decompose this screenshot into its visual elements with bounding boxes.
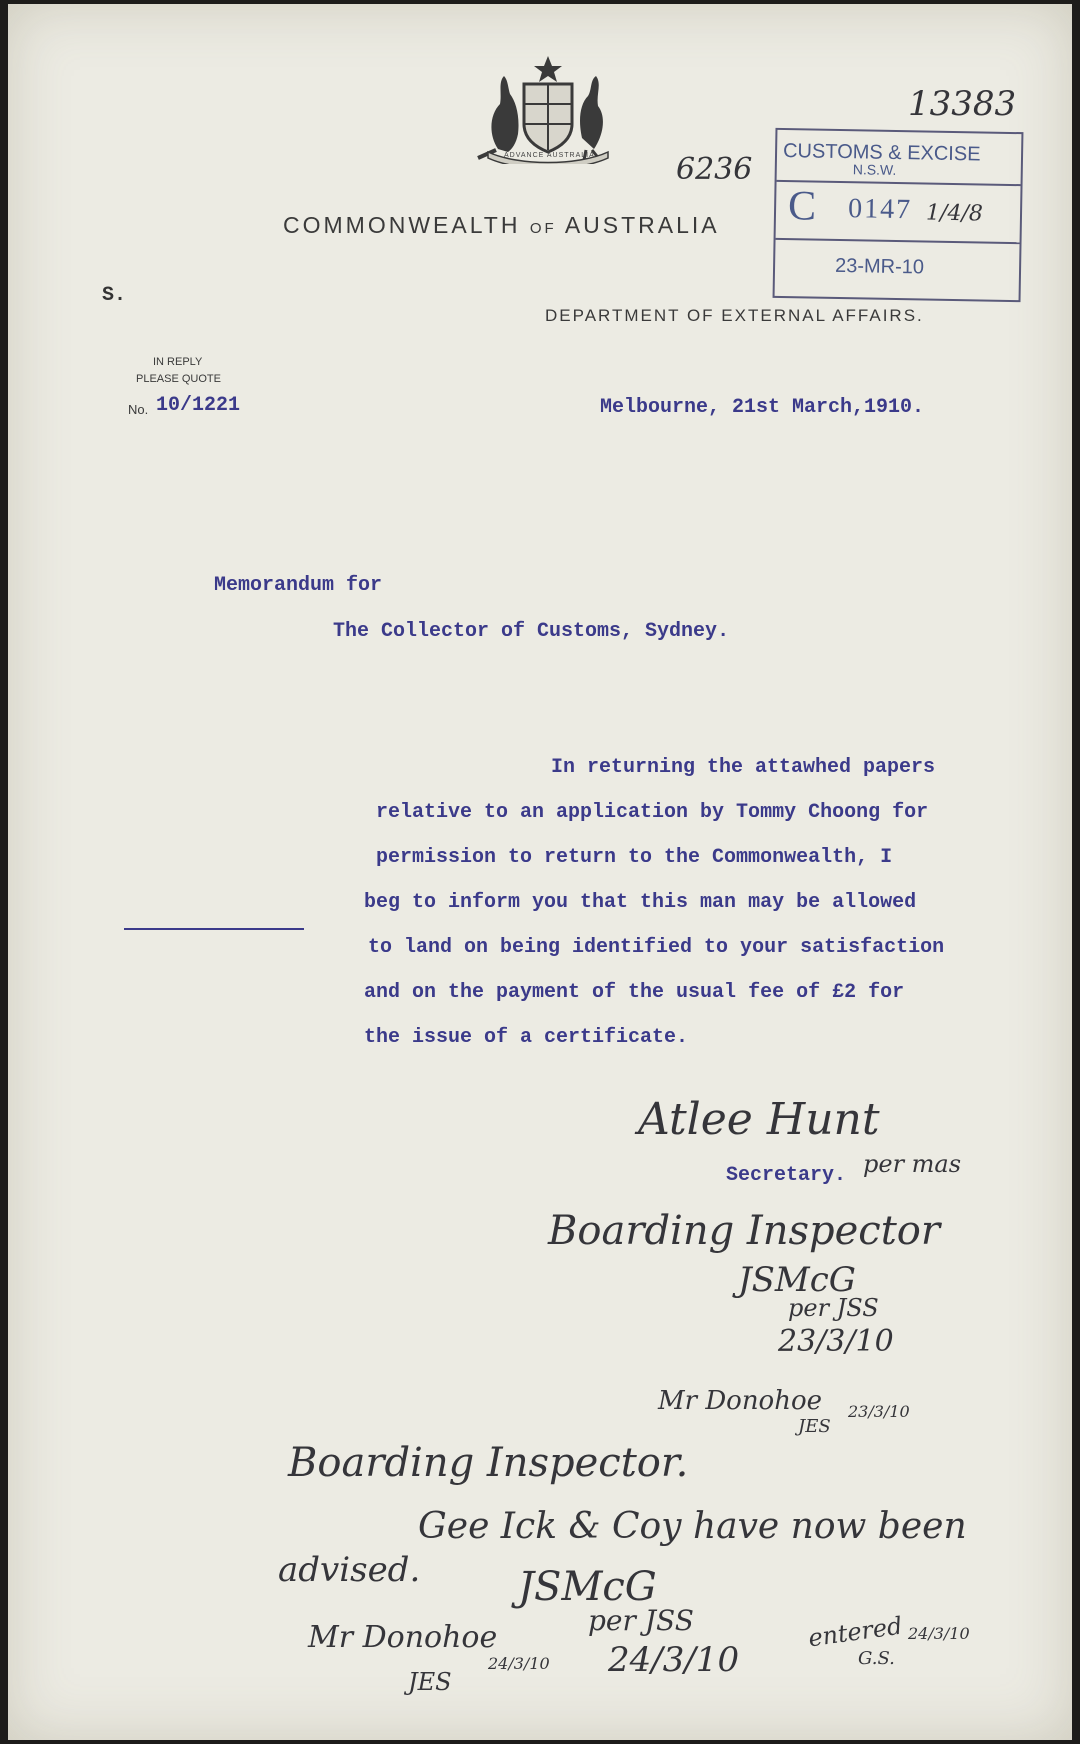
side-corner-number: 6236 bbox=[676, 152, 753, 187]
margin-letter: S. bbox=[102, 284, 127, 307]
annotation-date-2: 23/3/10 bbox=[848, 1402, 910, 1421]
annotation-date-4: 24/3/10 bbox=[488, 1654, 550, 1673]
annotation-initials-4: JES bbox=[408, 1668, 452, 1696]
stamp-hand-suffix: 1/4/8 bbox=[925, 200, 984, 227]
annotation-initials-1: JSMcG bbox=[738, 1260, 856, 1300]
signature-per: per mas bbox=[863, 1150, 962, 1178]
title-commonwealth: COMMONWEALTH bbox=[283, 212, 521, 238]
document-page bbox=[8, 4, 1072, 1740]
body-line-3: permission to return to the Commonwealth, I bbox=[376, 846, 893, 869]
stamp-letter: C bbox=[787, 183, 817, 230]
annotation-donohoe-1: Mr Donohoe bbox=[658, 1386, 822, 1416]
body-line-5: to land on being identified to your satisfaction bbox=[368, 936, 945, 959]
customs-stamp bbox=[773, 128, 1024, 302]
annotation-date-3: 24/3/10 bbox=[608, 1640, 740, 1680]
body-line-4: beg to inform you that this man may be allowed bbox=[364, 891, 917, 914]
memo-heading: Memorandum for bbox=[214, 574, 383, 597]
reply-label-2: PLEASE QUOTE bbox=[136, 373, 221, 385]
annotation-initials-3: JSMcG bbox=[518, 1564, 657, 1610]
crest-motto: ADVANCE AUSTRALIA bbox=[504, 152, 595, 159]
body-line-7: the issue of a certificate. bbox=[364, 1026, 689, 1049]
title-of: OF bbox=[529, 220, 557, 237]
signature-title: Secretary. bbox=[726, 1164, 847, 1187]
department-name: DEPARTMENT OF EXTERNAL AFFAIRS. bbox=[545, 306, 924, 325]
annotation-line-2: Gee Ick & Coy have now been bbox=[418, 1506, 967, 1547]
annotation-date-1: 23/3/10 bbox=[778, 1324, 894, 1359]
body-line-6: and on the payment of the usual fee of £2 for bbox=[364, 981, 905, 1004]
memo-addressee: The Collector of Customs, Sydney. bbox=[333, 620, 730, 643]
stamp-subtitle: N.S.W. bbox=[852, 161, 897, 178]
annotation-boarding-inspector-1: Boarding Inspector bbox=[548, 1208, 940, 1254]
title-australia: AUSTRALIA bbox=[564, 212, 720, 238]
annotation-per-1: per JSS bbox=[788, 1294, 879, 1322]
stamp-number: 0147 bbox=[847, 193, 913, 226]
body-line-1: In returning the attawhed papers bbox=[551, 756, 936, 779]
stamp-date: 23-MR-10 bbox=[834, 254, 925, 279]
reply-number: 10/1221 bbox=[156, 394, 241, 417]
stamp-title: CUSTOMS & EXCISE bbox=[782, 139, 981, 166]
reply-number-label: No. bbox=[128, 402, 149, 417]
annotation-entered: entered bbox=[806, 1611, 905, 1653]
annotation-initials-5: G.S. bbox=[858, 1648, 895, 1669]
stamp-divider-bottom bbox=[776, 238, 1020, 244]
header-title bbox=[283, 212, 720, 239]
body-line-2: relative to an application by Tommy Choong for bbox=[376, 801, 929, 824]
reply-label-1: IN REPLY bbox=[153, 356, 203, 368]
annotation-date-5: 24/3/10 bbox=[908, 1624, 970, 1643]
annotation-line-3: advised. bbox=[278, 1550, 421, 1590]
annotation-initials-2: JES bbox=[798, 1416, 831, 1437]
annotation-per-3: per JSS bbox=[588, 1604, 694, 1637]
signature-name: Atlee Hunt bbox=[638, 1094, 880, 1145]
coat-of-arms-crest bbox=[468, 54, 628, 164]
date-line: Melbourne, 21st March,1910. bbox=[600, 396, 925, 419]
annotation-donohoe-2: Mr Donohoe bbox=[308, 1620, 498, 1655]
annotation-boarding-inspector-2: Boarding Inspector. bbox=[288, 1440, 689, 1486]
top-corner-number: 13383 bbox=[908, 84, 1017, 124]
margin-rule bbox=[124, 928, 304, 930]
